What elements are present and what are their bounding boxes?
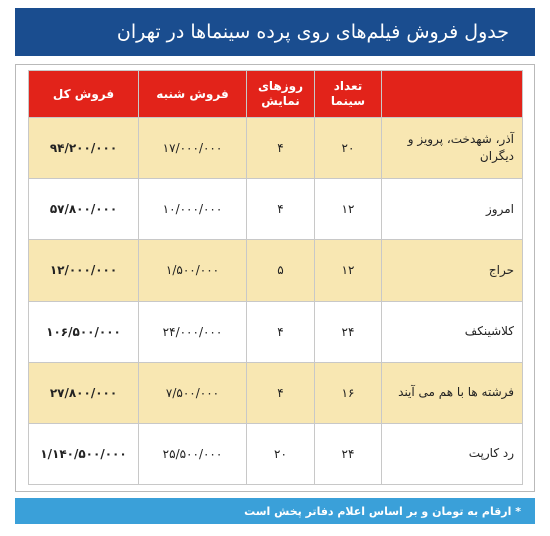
table-row — [29, 118, 523, 179]
film-name: فرشته ها با هم می آیند — [382, 362, 523, 423]
saturday-sales: ۲۵/۵۰۰/۰۰۰ — [139, 423, 247, 484]
saturday-sales: ۷/۵۰۰/۰۰۰ — [139, 362, 247, 423]
header-film — [382, 71, 523, 118]
screening-days: ۴ — [247, 362, 315, 423]
film-name: حراج — [382, 240, 523, 301]
table-row — [29, 240, 523, 301]
saturday-sales: ۲۴/۰۰۰/۰۰۰ — [139, 301, 247, 362]
table-row — [29, 362, 523, 423]
screening-days: ۴ — [247, 301, 315, 362]
saturday-sales: ۱۷/۰۰۰/۰۰۰ — [139, 118, 247, 179]
cinema-count: ۲۴ — [315, 423, 382, 484]
page-title: جدول فروش فیلم‌های روی پرده سینماها در تهران — [116, 21, 509, 43]
title-bar — [15, 8, 535, 56]
cinema-count: ۱۲ — [315, 179, 382, 240]
film-name: کلاشینکف — [382, 301, 523, 362]
cinema-count: ۱۶ — [315, 362, 382, 423]
header-cinemas: تعداد سینما — [315, 71, 382, 118]
total-sales: ۲۷/۸۰۰/۰۰۰ — [29, 362, 139, 423]
table-row — [29, 179, 523, 240]
footer-bar — [15, 498, 535, 524]
total-sales: ۵۷/۸۰۰/۰۰۰ — [29, 179, 139, 240]
total-sales: ۱/۱۴۰/۵۰۰/۰۰۰ — [29, 423, 139, 484]
total-sales: ۹۴/۲۰۰/۰۰۰ — [29, 118, 139, 179]
footer-note: * ارقام به تومان و بر اساس اعلام دفاتر پخش است — [244, 504, 521, 518]
film-name: رد کارپت — [382, 423, 523, 484]
film-name: امروز — [382, 179, 523, 240]
total-sales: ۱۰۶/۵۰۰/۰۰۰ — [29, 301, 139, 362]
table-frame — [15, 64, 535, 492]
header-row — [29, 71, 523, 118]
cinema-count: ۲۴ — [315, 301, 382, 362]
header-days: روزهای نمایش — [247, 71, 315, 118]
screening-days: ۵ — [247, 240, 315, 301]
total-sales: ۱۲/۰۰۰/۰۰۰ — [29, 240, 139, 301]
header-total-sales: فروش کل — [29, 71, 139, 118]
table-row — [29, 301, 523, 362]
film-name: آذر، شهدخت، پرویز و دیگران — [382, 118, 523, 179]
screening-days: ۴ — [247, 118, 315, 179]
screening-days: ۲۰ — [247, 423, 315, 484]
saturday-sales: ۱/۵۰۰/۰۰۰ — [139, 240, 247, 301]
cinema-count: ۲۰ — [315, 118, 382, 179]
sales-table — [28, 70, 523, 485]
saturday-sales: ۱۰/۰۰۰/۰۰۰ — [139, 179, 247, 240]
header-saturday-sales: فروش شنبه — [139, 71, 247, 118]
cinema-count: ۱۲ — [315, 240, 382, 301]
table-row — [29, 423, 523, 484]
screening-days: ۴ — [247, 179, 315, 240]
